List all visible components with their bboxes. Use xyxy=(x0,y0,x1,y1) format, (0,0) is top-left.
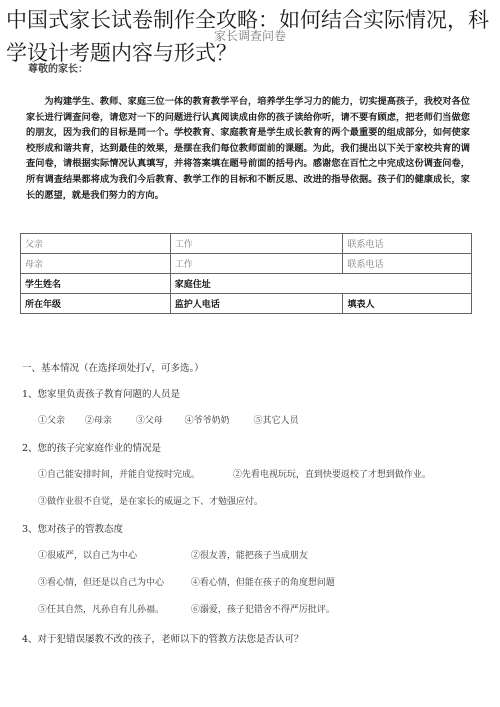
option[interactable]: ⑥溺爱，孩子犯错舍不得严厉批评。 xyxy=(190,605,335,615)
option[interactable]: ③做作业很不自觉，是在家长的威逼之下、才勉强应付。 xyxy=(38,497,264,507)
table-cell[interactable]: 学生姓名 xyxy=(21,274,171,294)
intro-text: 为构建学生、教师、家庭三位一体的教育教学平台，培养学生学习力的能力，切实提高孩子，我校对各位家长进行调查问卷，请您对一下的问题进行认真阅读成由你的孩子读给你听，请不要有顾虑，把老师们当做您的朋友，因为我们的目标是同一个。学校教育、家庭教育是学生成长教育的两个最重要的组成部分，如何使家校形成和谐共育，达到最佳的效果，是摆在我们每位教师面前的课题。为此，我们提出以下关于家校共育的调查问卷，请根据实际情况认真填写，并将答案填在题号前面的括号内。感谢您在百忙之中完成这份调查问卷，所有调查结果都将成为我们今后教育、教学工作的目标和不断反思、改进的指导依据。孩子们的健康成长，家长的愿望，就是我们努力的方向。 xyxy=(26,96,470,201)
table-cell[interactable]: 家庭住址 xyxy=(170,274,471,294)
option[interactable]: ③看心情，但还是以自己为中心 xyxy=(38,578,165,588)
option[interactable]: ⑤任其自然，凡孙自有儿孙福。 xyxy=(38,605,165,615)
table-cell[interactable]: 所在年级 xyxy=(21,294,171,314)
question-2-options-row-2 xyxy=(38,494,478,507)
section-title: 一、基本情况（在选择项处打√，可多选。） xyxy=(22,363,204,374)
overlay-title: 中国式家长试卷制作全攻略：如何结合实际情况，科学设计考题内容与形式？ xyxy=(6,8,489,65)
table-row xyxy=(21,274,472,294)
table-cell[interactable]: 监护人电话 xyxy=(170,294,343,314)
option[interactable]: ②先看电视玩玩，直到快要返校了才想到做作业。 xyxy=(232,470,431,480)
question-3-options-row-2 xyxy=(38,575,478,588)
table-cell[interactable]: 联系电话 xyxy=(343,234,472,254)
intro-paragraph xyxy=(26,94,470,203)
option[interactable]: ④爷爷奶奶 xyxy=(184,416,230,426)
table-cell[interactable]: 工作 xyxy=(170,254,343,274)
question-2-options-row-1 xyxy=(38,467,478,480)
option[interactable]: ④看心情，但能在孩子的角度想问题 xyxy=(190,578,335,588)
table-cell[interactable]: 父亲 xyxy=(21,234,171,254)
option[interactable]: ⑤其它人员 xyxy=(253,416,299,426)
option[interactable]: ③父母 xyxy=(135,416,163,426)
table-cell[interactable]: 联系电话 xyxy=(343,254,472,274)
table-row xyxy=(21,234,472,254)
table-row xyxy=(21,254,472,274)
document-title: 家长调查问卷 xyxy=(213,29,286,43)
table-cell[interactable]: 填表人 xyxy=(343,294,472,314)
option[interactable]: ①自己能安排时间，并能自觉按时完成。 xyxy=(38,470,201,480)
table-row xyxy=(21,294,472,314)
question-3-title: 3、您对孩子的管教态度 xyxy=(22,524,124,535)
option[interactable]: ①父亲 xyxy=(38,416,66,426)
option[interactable]: ①很威严，以自己为中心 xyxy=(38,551,138,561)
greeting: 尊敬的家长： xyxy=(28,64,88,75)
question-1-options xyxy=(38,413,478,426)
question-1-title: 1、您家里负责孩子教育问题的人员是 xyxy=(22,389,181,400)
question-4-title: 4、对于犯错误屡教不改的孩子，老师以下的管教方法您是否认可？ xyxy=(22,634,304,645)
option[interactable]: ②母亲 xyxy=(84,416,112,426)
question-2-title: 2、您的孩子完家庭作业的情况是 xyxy=(22,443,162,454)
option[interactable]: ②很友善，能把孩子当成朋友 xyxy=(190,551,308,561)
question-3-options-row-1 xyxy=(38,548,478,561)
table-cell[interactable]: 母亲 xyxy=(21,254,171,274)
info-table xyxy=(20,233,472,314)
question-3-options-row-3 xyxy=(38,602,478,615)
table-cell[interactable]: 工作 xyxy=(170,234,343,254)
